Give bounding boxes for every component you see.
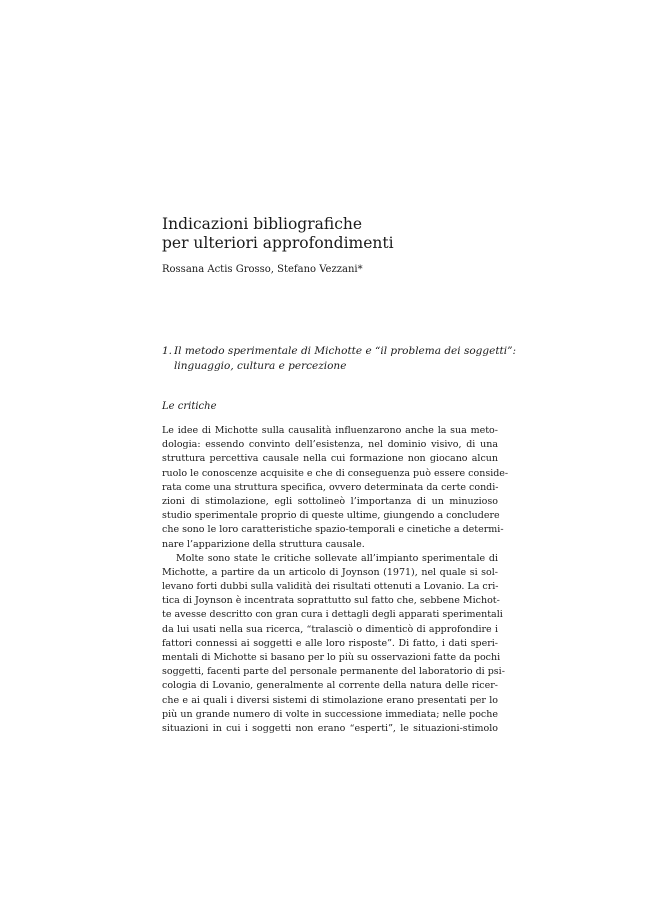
text-line: te avesse descritto con gran cura i dettagli degli apparati sperimentali: [162, 609, 503, 621]
text-line: rata come una struttura specifica, ovvero determinata da certe condi-: [162, 481, 499, 493]
section-heading: [162, 344, 517, 374]
text-line: nare l’apparizione della struttura causale.: [162, 538, 365, 550]
text-line: ruolo le conoscenze acquisite e che di conseguenza può essere conside-: [162, 467, 509, 479]
text-line: studio sperimentale proprio di queste ultime, giungendo a concludere: [162, 510, 500, 522]
chapter-title: [162, 215, 502, 253]
text-line: da lui usati nella sua ricerca, “tralasciò o dimenticò di approfondire i: [162, 623, 498, 635]
text-line: Michotte, a partire da un articolo di Joynson (1971), nel quale si sol-: [162, 566, 498, 578]
text-line: Molte sono state le critiche sollevate all’impianto sperimentale di: [176, 552, 498, 564]
chapter-title-line-1: Indicazioni bibliografiche: [162, 215, 363, 233]
section-title-part-2: linguaggio, cultura e percezione: [174, 360, 347, 372]
text-line: mentali di Michotte si basano per lo più su osservazioni fatte da pochi: [162, 652, 501, 663]
section-heading-line-1: [162, 344, 517, 359]
text-line: tica di Joynson è incentrata soprattutto sul fatto che, sebbene Michot-: [162, 595, 500, 607]
section-number: 1.: [162, 345, 173, 357]
section-title-part-1: Il metodo sperimentale di Michotte e “il problema dei soggetti”:: [174, 345, 517, 357]
text-line: che e ai quali i diversi sistemi di stimolazione erano presentati per lo: [162, 694, 498, 706]
text-line: fattori connessi ai soggetti e alle loro risposte”. Di fatto, i dati speri-: [162, 637, 498, 649]
subheading: Le critiche: [162, 401, 217, 412]
text-line: situazioni in cui i soggetti non erano “esperti”, le situazioni-stimolo: [162, 722, 498, 734]
text-line: che sono le loro caratteristiche spazio-temporali e cinetiche a determi-: [162, 524, 504, 536]
chapter-title-line-2: per ulteriori approfondimenti: [162, 234, 394, 252]
text-line: soggetti, facenti parte del personale permanente del laboratorio di psi-: [162, 666, 505, 678]
authors: Rossana Actis Grosso, Stefano Vezzani*: [162, 264, 363, 275]
text-line: cologia di Lovanio, generalmente al corrente della natura delle ricer-: [162, 680, 498, 692]
text-line: Le idee di Michotte sulla causalità influenzarono anche la sua meto-: [162, 425, 498, 436]
text-line: zioni di stimolazione, egli sottolineò l’importanza di un minuzioso: [162, 495, 498, 507]
body-text: [162, 424, 509, 736]
text-line: levano forti dubbi sulla validità dei risultati ottenuti a Lovanio. La cri-: [162, 581, 499, 593]
text-line: struttura percettiva causale nella cui formazione non giocano alcun: [162, 453, 498, 465]
text-line: più un grande numero di volte in successione immediata; nelle poche: [162, 708, 498, 720]
text-line: dologia: essendo convinto dell’esistenza, nel dominio visivo, di una: [162, 439, 498, 451]
